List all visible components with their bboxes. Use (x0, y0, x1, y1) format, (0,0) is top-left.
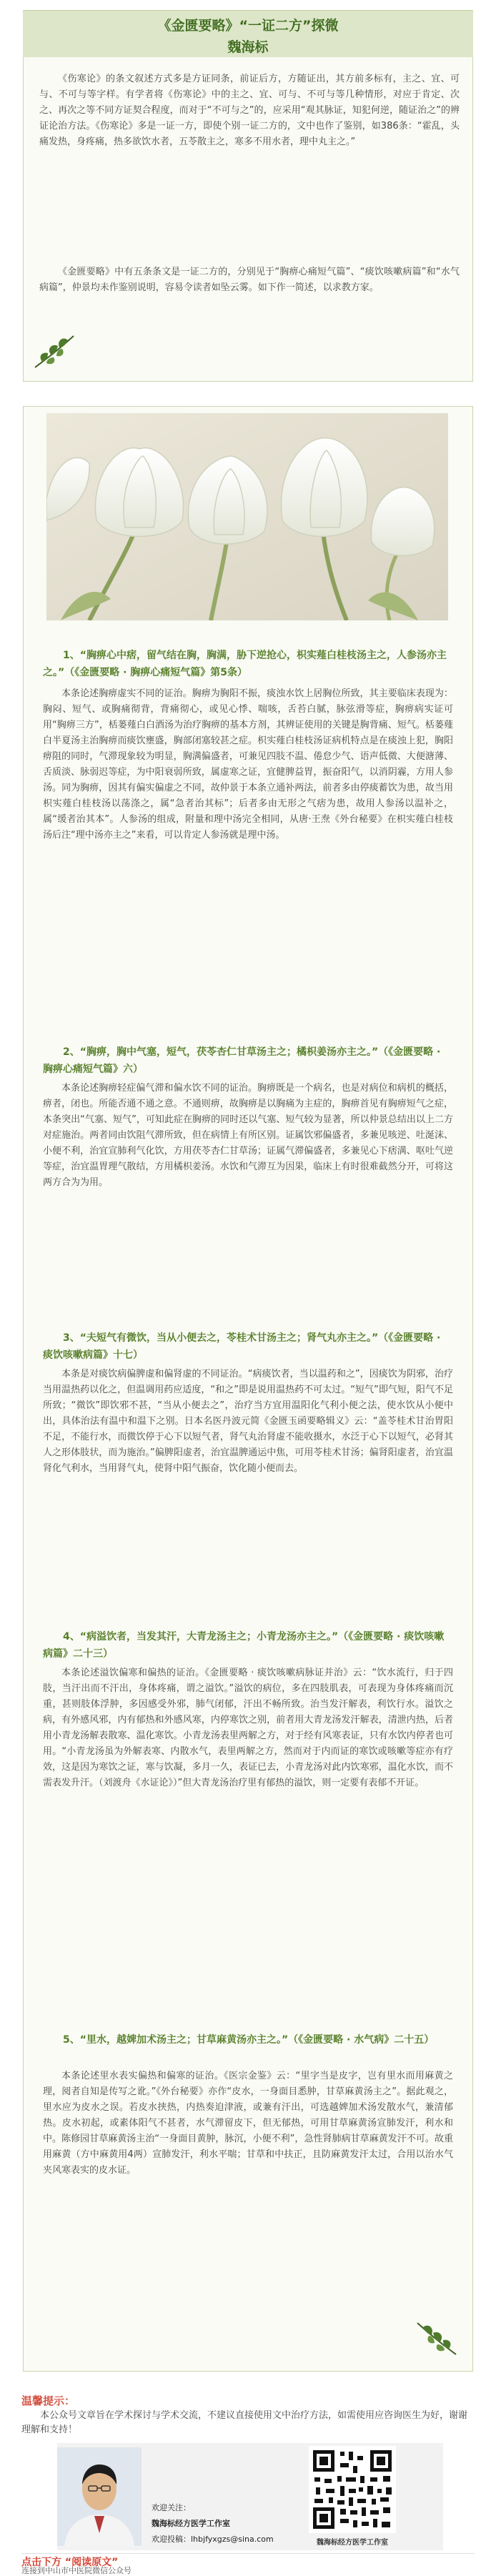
contact-card (57, 2443, 443, 2550)
contact-org: 魏海标经方医学工作室 (152, 2519, 230, 2528)
section-4-body: 本条论述溢饮偏寒和偏热的证治。《金匮要略 · 痰饮咳嗽病脉证并治》云：“饮水流行，归于四肢，当汗出而不汗出，身体疼痛，谓之溢饮。”溢饮的病位，多在四肢肌表，可表现为身体疼痛而沉重，甚则肢体浮肿，多因感受外邪，肺气闭郁，汗出不畅所致。治当发汗解表，利饮行水。溢饮之病，有外感风邪，内有郁热和外感风寒，内停寒饮之别，前者用大青龙汤发汗解表，清泄内热，后者用小青龙汤解表散寒、温化寒饮。小青龙汤表里两解之方，对于经有风寒表证，只有水饮内停者也可用。“小青龙汤虽为外解表寒、内散水气，表里两解之方，然而对于内而证的寒饮或咳嗽等症亦有疗效，这是因为寒饮之证，寒与饮凝，多月一久，表证已去，小青龙汤对此内饮寒邪，温化水饮，而不需表发升汗。（刘渡舟《水证论》）”但大青龙汤治疗里有郁热的溢饮，则一定要有表郁不开证。 (43, 1668, 453, 1788)
leaf-ornament-icon (32, 332, 78, 370)
section-3-body: 本条是对痰饮病偏脾虚和偏肾虚的不同证治。“病痰饮者，当以温药和之”，因痰饮为阴邪，治疗当用温热药以化之，但温调用药应适度，“和之”即是说用温热药不可太过。“短气”即气短，阳气不足所致；“微饮”即饮邪不甚，“当从小便去之”，治疗当方宜用温阳化气利小便之法，使水饮从小便中出，具体治法有温中和温下之别。日本名医丹波元简《金匮玉函要略辑义》云：“盖苓桂术甘治胃阳不足，不能行水，而微饮停于心下以短气者，肾气丸治肾虚不能收摄水，水泛于心下以短气，必肾其人之形体肢状，而为施治。”偏脾阳虚者，治宜温脾通运中焦，可用苓桂术甘汤；偏肾阳虚者，治宜温肾化气利水，当用肾气丸，使肾中阳气振奋，饮化随小便而去。 (43, 1369, 453, 1474)
read-original-note: 连接到中山市中医院微信公众号 (21, 2566, 132, 2575)
read-original-link[interactable]: 点击下方 “阅读原文” (21, 2557, 119, 2568)
section-1-body: 本条论述胸痹虚实不同的证治。胸痹为胸阳不振，痰浊水饮上居胸位所致，其主要临床表现为：胸闷、短气、或胸痛彻背，背痛彻心，或见心悸、喘咳，舌苔白腻，脉弦滑等症，胸痹病实证可用“胸痹三方”，栝蒌薤白白酒汤为治疗胸痹的基本方剂，其辨证使用的关键是胸背痛、短气。栝蒌薤白半夏汤主治胸痹而痰饮壅盛，胸部闭塞较甚之症。枳实薤白桂枝汤证病机特点是在痰浊上犯，胸阳痹阻的同时，气滞现象较为明显，胸满偏盛者，可兼见四肢不温、倦怠少气、语声低微、大便溏薄、舌质淡、脉弱迟等症，为中阳衰弱所致，属虚寒之证，宜健脾益胃，振奋阳气，以消阴霾，方用人参汤。同为胸痹，因其有偏实偏虚之不同，故仲景于本条立通补两法，前者多由停痰蓄饮为患，故当用枳实薤白桂枝汤以荡涤之，属“急者治其标”；后者多由无形之气痞为患，故用人参汤以温补之，属“缓者治其本”。人参汤的组成，附量和理中汤完全相同，从唐·王焘《外台秘要》在枳实薤白桂枝汤后注“理中汤亦主之”来看，可以肯定人参汤就是理中汤。 (43, 688, 453, 841)
leaf-ornament-icon (413, 2319, 459, 2357)
intro-paragraph-2: 《金匮要略》中有五条条文是一证二方的，分别见于“胸痹心痛短气篇”、“痰饮咳嗽病篇”和“水气病篇”，仲景均未作鉴别说明，容易令读者如坠云雾。如下作一简述，以求教方家。 (39, 267, 460, 293)
author-avatar (57, 2447, 142, 2546)
section-5-title: 5、“里水，越婢加术汤主之；甘草麻黄汤亦主之。”（《金匮要略 · 水气病》二十五） (63, 2034, 435, 2046)
section-1-title: 1、“胸痹心中痞，留气结在胸，胸满，胁下逆抢心，枳实薤白桂枝汤主之，人参汤亦主之。”（《金匮要略 · 胸痹心痛短气篇》第5条） (43, 650, 447, 678)
footer-divider (21, 2553, 475, 2554)
section-5-body: 本条论述里水表实偏热和偏寒的证治。《医宗金鉴》云：“里字当是皮字，岂有里水而用麻黄之理，阅者自知是传写之讹。”《外台秘要》亦作“皮水，一身面目悉肿，甘草麻黄汤主之”。据此观之，里水应为皮水之误。若皮水挟热，内热奏迫津液，或兼有汗出，可选越婢加术汤发散水气，兼清郁热。皮水初起，或素体阳气不甚者，水气滞留皮下，但无郁热，可用甘草麻黄汤宣肺发汗，利水和中。陈修园甘草麻黄汤主治“一身面目黄肿，脉沉，小便不利”，急性肾肺病甘草麻黄发汗不可。故重用麻黄（方中麻黄用4两）宣肺发汗，利水平喘；甘草和中扶正，且防麻黄发汗太过，合用以治水气夹风寒表实的皮水证。 (43, 2071, 453, 2176)
tips-title: 温馨提示： (21, 2394, 76, 2407)
section-2-title: 2、“胸痹，胸中气塞，短气，茯苓杏仁甘草汤主之；橘枳姜汤亦主之。”（《金匮要略 · 胸痹心痛短气篇》六） (43, 1046, 441, 1075)
section-2-body: 本条论述胸痹轻症偏气滞和偏水饮不同的证治。胸痹既是一个病名，也是对病位和病机的概括，痹者，闭也。所能否通不通之意。不通则痹，故胸痹是以胸痛为主症的，胸痹首见有胸痹短气之症，本条突出“气塞、短气”，可知此症在胸痹的同时还以气塞、短气较为显著，所以仲景总结出以上二方对症施治。两者同由饮阻气滞所致，但在病情上有所区别。证属饮邪偏盛者，多兼见咳逆、吐涎沫、小便不利，治宜宣肺利气化饮，方用茯苓杏仁甘草汤；证属气滞偏盛者，多兼见心下痞满、呕吐气逆等症，治宜温胃理气散结，方用橘枳姜汤。水饮和气滞互为因果，临床上有时很难截然分开，可将这两方合为为用。 (43, 1083, 453, 1188)
intro-paragraph-1: 《伤寒论》的条文叙述方式多是方证同条，前证后方，方随证出，其方前多标有，主之、宜、可与、不可与等字样。有学者将《伤寒论》中的主之、宜、可与、不可与等几种情形，对应于肯定、次之、再次之等不同方证契合程度，而对于“不可与之”的，应采用“观其脉证，知犯何逆，随证治之”的辨证论治方法。《伤寒论》多是一证一方，即使个别一证二方的，文中也作了鉴别，如386条：“霍乱，头痛发热，身疼痛，热多欲饮水者，五苓散主之，寒多不用水者，理中丸主之。” (39, 74, 460, 147)
qr-code-icon (309, 2446, 396, 2533)
contact-submit: 欢迎投稿：lhbjfyxgzs@sina.com (152, 2535, 274, 2544)
contact-welcome: 欢迎关注： (152, 2503, 191, 2512)
section-4-title: 4、“病溢饮者，当发其汗，大青龙汤主之；小青龙汤亦主之。”（《金匮要略 · 痰饮咳嗽病篇》二十三） (43, 1631, 445, 1660)
qr-label: 魏海标经方医学工作室 (317, 2539, 388, 2547)
article-title: 《金匮要略》“一证二方”探微 (157, 18, 339, 34)
tips-text: 本公众号文章旨在学术探讨与学术交流，不建议直接使用文中治疗方法，如需使用应咨询医生为好，谢谢理解和支持！ (21, 2410, 468, 2435)
article-title-band (23, 10, 473, 59)
tulip-photo (46, 413, 448, 620)
section-3-title: 3、“夫短气有微饮，当从小便去之，苓桂术甘汤主之；肾气丸亦主之。”（《金匮要略 · 痰饮咳嗽病篇》十七） (43, 1332, 441, 1361)
intro-panel (23, 57, 473, 382)
article-author: 魏海标 (227, 39, 269, 55)
